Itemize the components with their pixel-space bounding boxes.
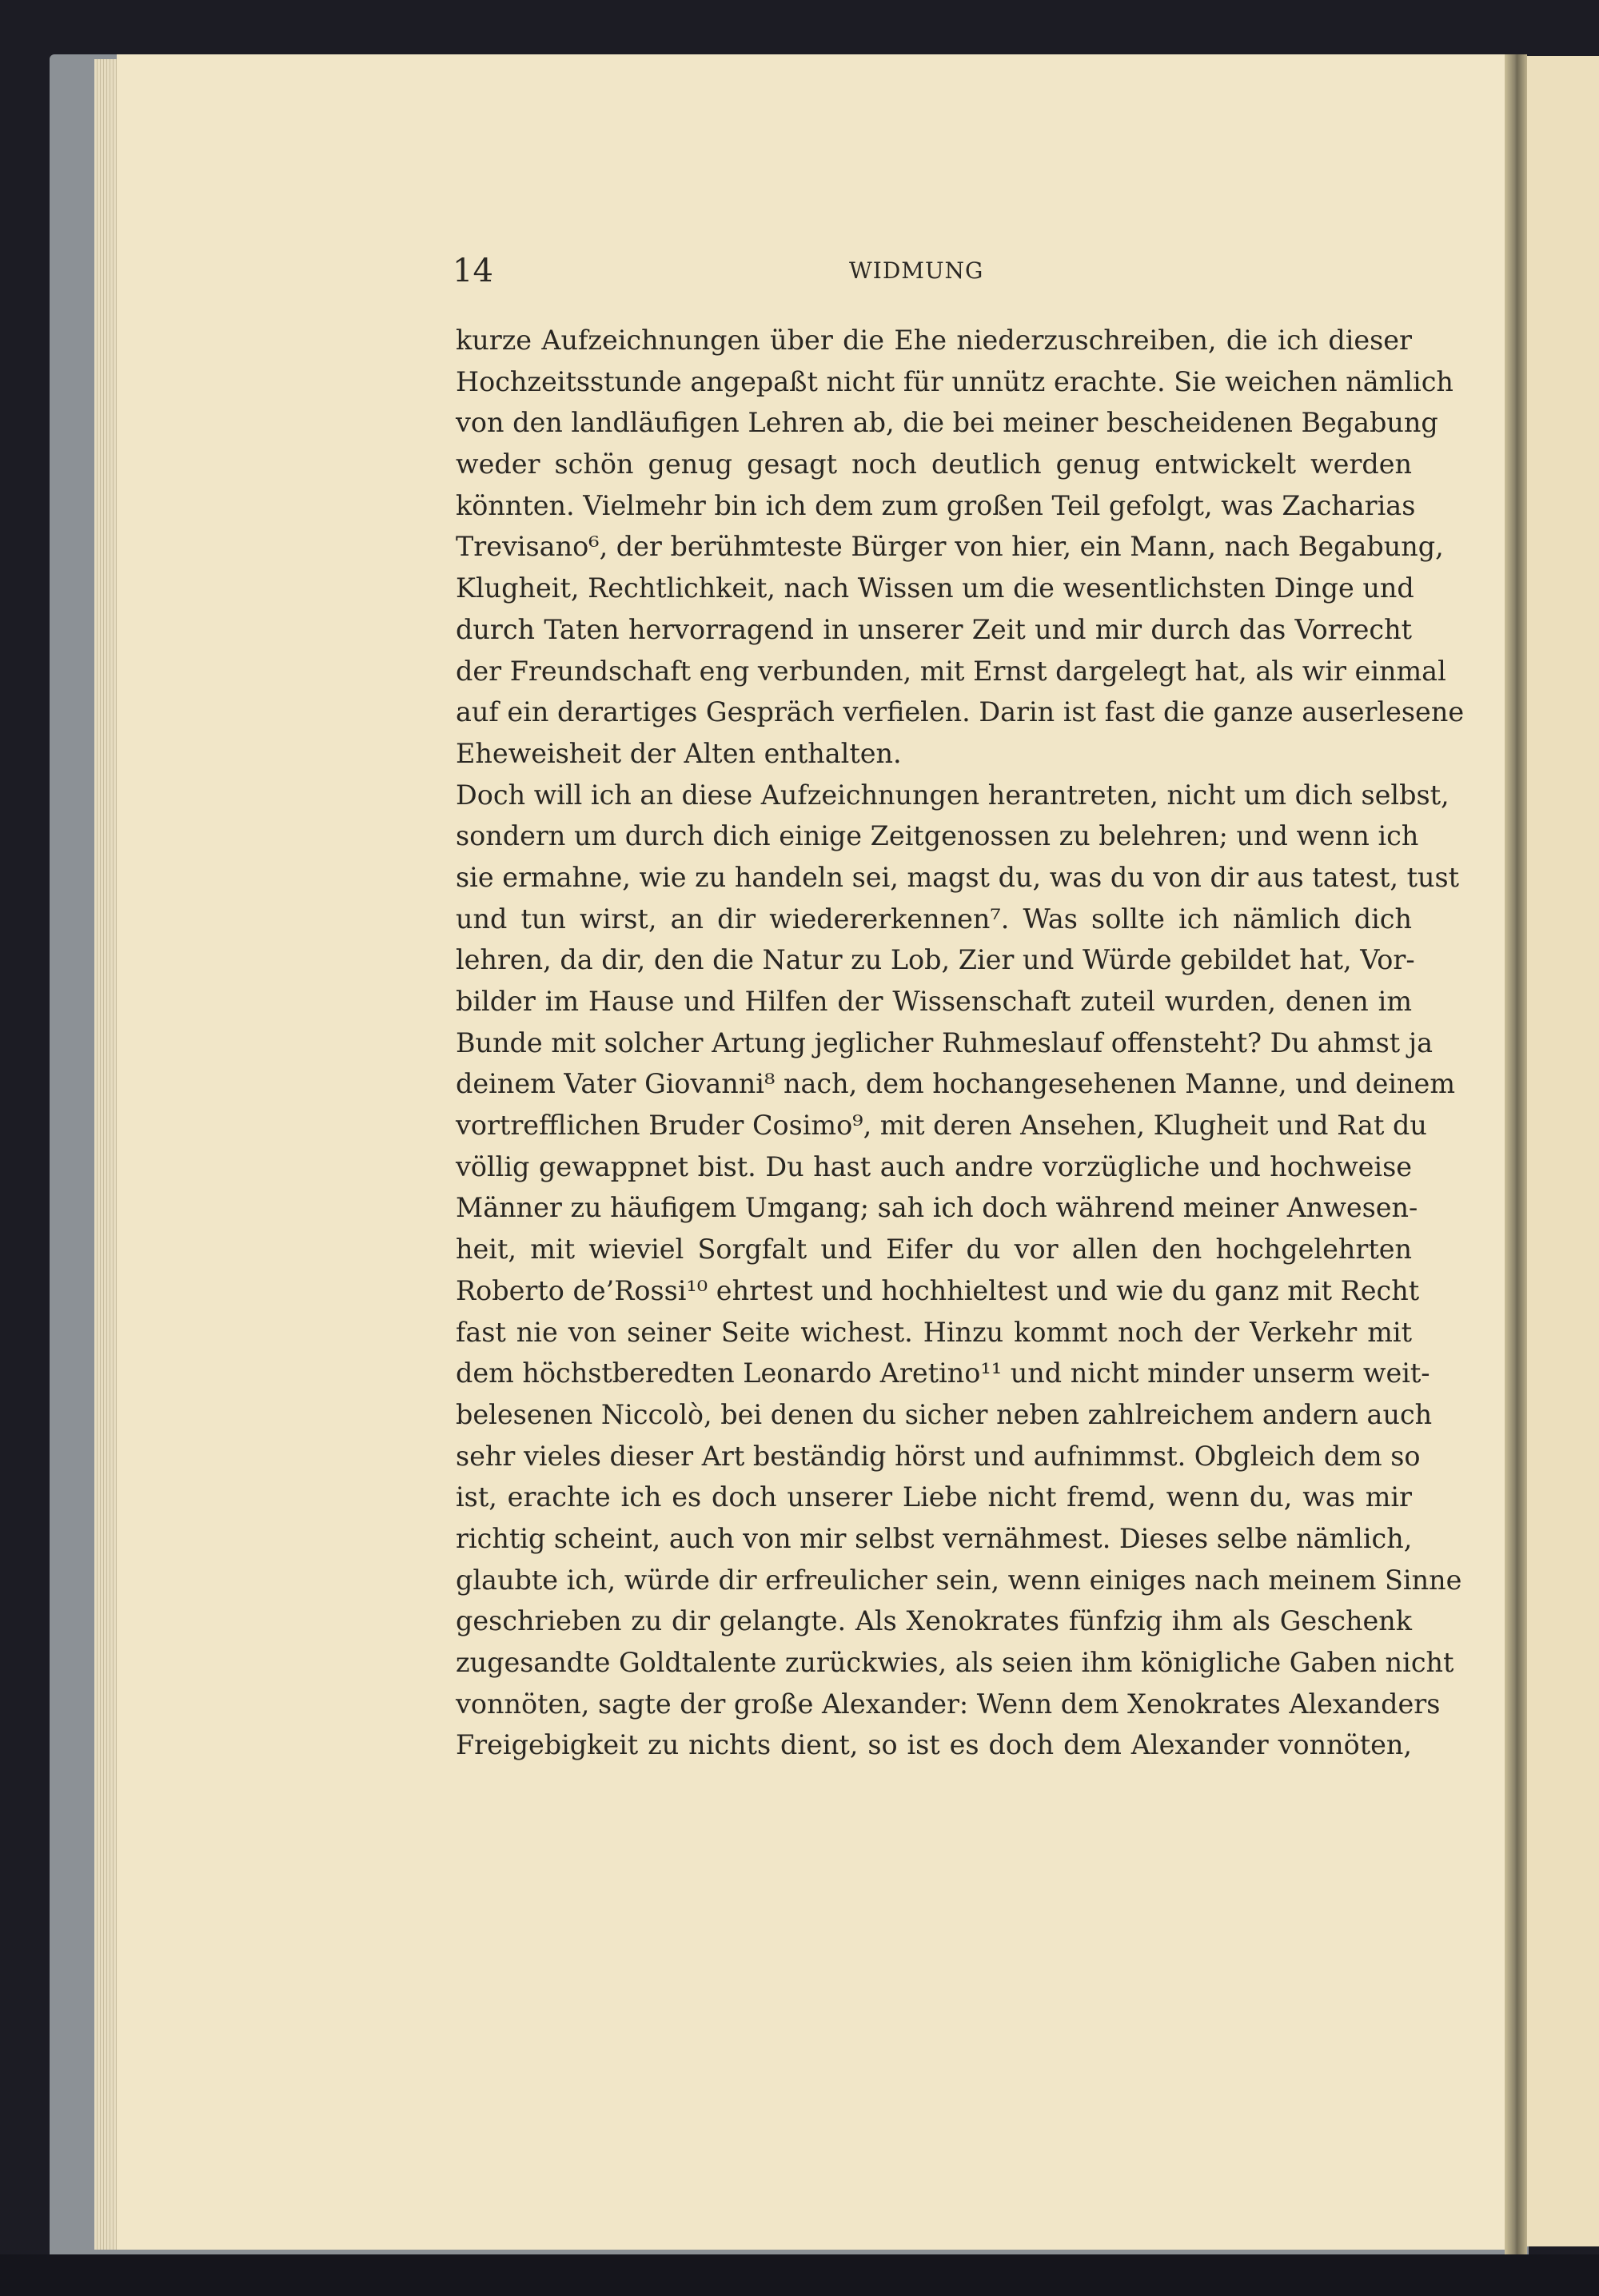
scan-background-strip <box>0 2254 1599 2296</box>
text-line: sie ermahne, wie zu handeln sei, magst du, was du von dir aus tatest, tust <box>456 861 1460 893</box>
text-line: vortrefflichen Bruder Cosimo⁹, mit deren Ansehen, Klugheit und Rat du <box>456 1110 1427 1142</box>
text-line: und tun wirst, an dir wiedererkennen⁷. Was sollte ich nämlich dich <box>456 903 1412 935</box>
text-line: geschrieben zu dir gelangte. Als Xenokrates fünfzig ihm als Geschenk <box>456 1605 1412 1637</box>
text-line: ist, erachte ich es doch unserer Liebe nicht fremd, wenn du, was mir <box>456 1481 1412 1513</box>
text-line: lehren, da dir, den die Natur zu Lob, Zier und Würde gebildet hat, Vor- <box>456 944 1415 976</box>
text-line: sondern um durch dich einige Zeitgenossen zu belehren; und wenn ich <box>456 820 1419 852</box>
text-line: Doch will ich an diese Aufzeichnungen herantreten, nicht um dich selbst, <box>456 779 1449 811</box>
text-line: Trevisano⁶, der berühmteste Bürger von hier, ein Mann, nach Begabung, <box>456 531 1444 563</box>
running-title: WIDMUNG <box>849 257 984 284</box>
text-line: von den landläufigen Lehren ab, die bei meiner bescheidenen Begabung <box>456 407 1438 439</box>
text-line: richtig scheint, auch von mir selbst vernähmest. Dieses selbe nämlich, <box>456 1522 1413 1554</box>
text-line: bilder im Hause und Hilfen der Wissenschaft zuteil wurden, denen im <box>456 986 1412 1017</box>
text-line: könnten. Vielmehr bin ich dem zum großen Teil gefolgt, was Zacharias <box>456 489 1416 521</box>
text-line: kurze Aufzeichnungen über die Ehe niederzuschreiben, die ich dieser <box>456 325 1412 356</box>
text-line: durch Taten hervorragend in unserer Zeit und mir durch das Vorrecht <box>456 613 1412 645</box>
text-line: Männer zu häufigem Umgang; sah ich doch während meiner Anwesen- <box>456 1192 1418 1224</box>
text-line: sehr vieles dieser Art beständig hörst und aufnimmst. Obgleich dem so <box>456 1440 1421 1472</box>
running-head <box>453 253 1412 293</box>
right-page-edge <box>1527 56 1599 2246</box>
page-stack-edge <box>94 59 118 2250</box>
text-line: fast nie von seiner Seite wichest. Hinzu kommt noch der Verkehr mit <box>456 1316 1412 1348</box>
text-line: dem höchstberedten Leonardo Aretino¹¹ und nicht minder unserm weit- <box>456 1357 1430 1389</box>
text-line: weder schön genug gesagt noch deutlich genug entwickelt werden <box>456 448 1412 480</box>
text-line: Klugheit, Rechtlichkeit, nach Wissen um die wesentlichsten Dinge und <box>456 572 1414 604</box>
text-line: Freigebigkeit zu nichts dient, so ist es doch dem Alexander vonnöten, <box>456 1729 1412 1761</box>
text-line: vonnöten, sagte der große Alexander: Wenn dem Xenokrates Alexanders <box>456 1688 1441 1720</box>
paragraph-end-line: Eheweisheit der Alten enthalten. <box>456 737 902 769</box>
text-line: der Freundschaft eng verbunden, mit Ernst dargelegt hat, als wir einmal <box>456 655 1446 687</box>
text-line: Bunde mit solcher Artung jeglicher Ruhmeslauf offensteht? Du ahmst ja <box>456 1026 1434 1058</box>
text-line: völlig gewappnet bist. Du hast auch andre vorzügliche und hochweise <box>456 1150 1412 1182</box>
text-line: auf ein derartiges Gespräch verfielen. Darin ist fast die ganze auserlesene <box>456 696 1465 728</box>
text-line: glaubte ich, würde dir erfreulicher sein, wenn einiges nach meinem Sinne <box>456 1564 1462 1596</box>
text-line: Hochzeitsstunde angepaßt nicht für unnütz erachte. Sie weichen nämlich <box>456 365 1453 397</box>
page-number: 14 <box>453 253 493 289</box>
text-line: zugesandte Goldtalente zurückwies, als seien ihm königliche Gaben nicht <box>456 1647 1454 1678</box>
body-text <box>456 320 1465 1766</box>
text-line: heit, mit wieviel Sorgfalt und Eifer du vor allen den hochgelehrten <box>456 1234 1412 1266</box>
text-line: deinem Vater Giovanni⁸ nach, dem hochangesehenen Manne, und deinem <box>456 1068 1455 1100</box>
text-line: Roberto de’Rossi¹⁰ ehrtest und hochhieltest und wie du ganz mit Recht <box>456 1274 1420 1306</box>
text-line: belesenen Niccolò, bei denen du sicher neben zahlreichem andern auch <box>456 1398 1433 1430</box>
book-gutter <box>1505 54 1527 2254</box>
